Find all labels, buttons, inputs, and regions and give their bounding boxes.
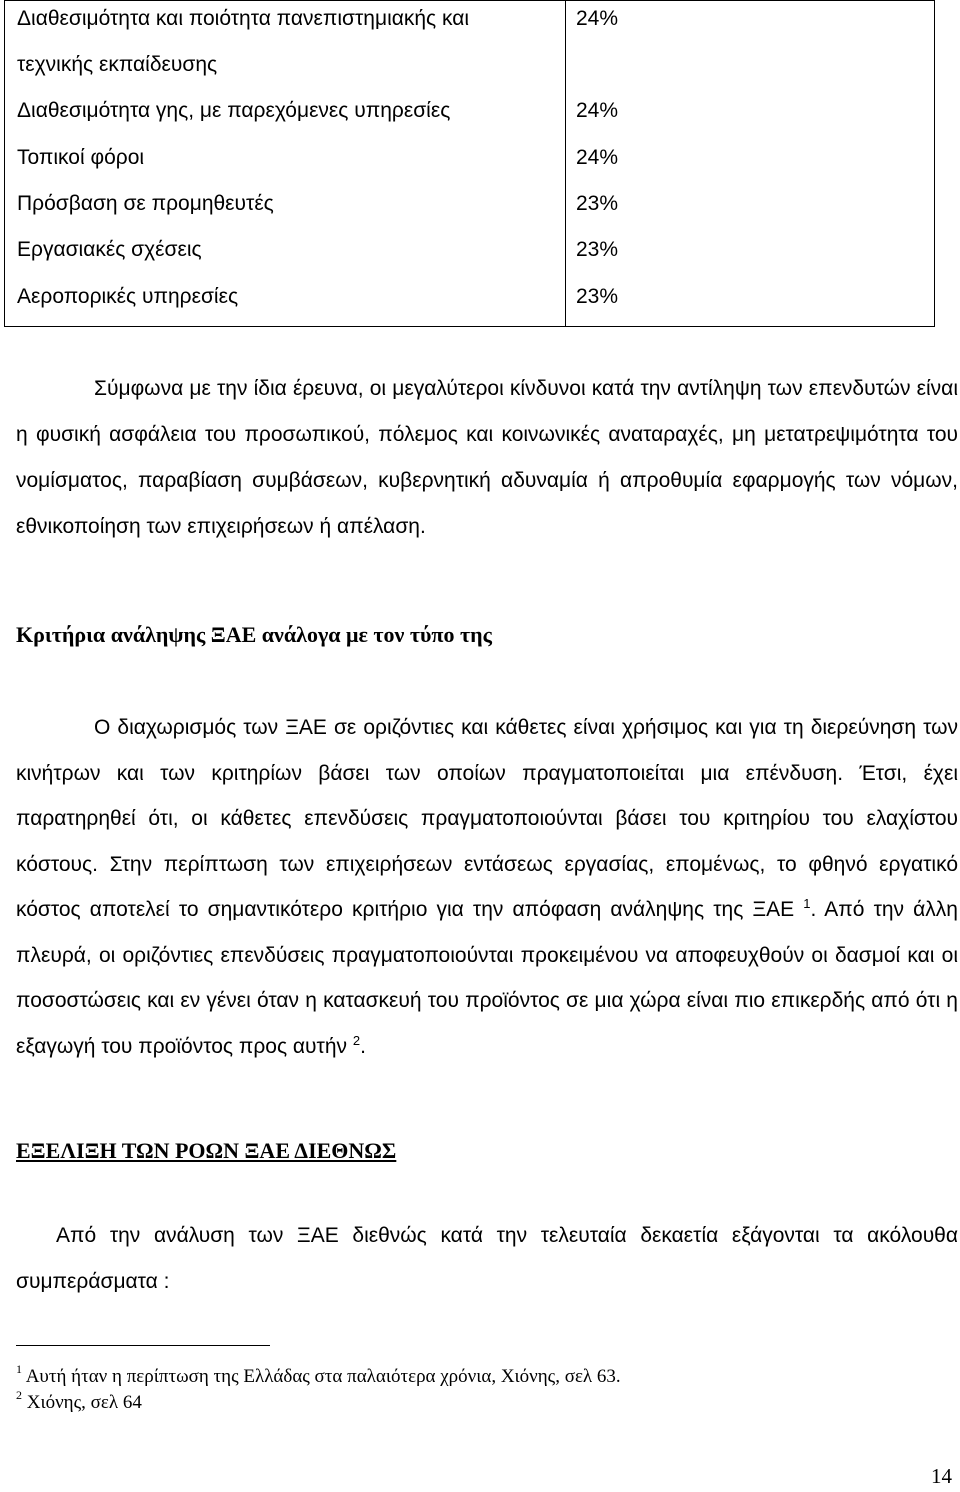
criteria-label: Πρόσβαση σε προμηθευτές xyxy=(17,192,274,215)
criteria-value: 24% xyxy=(576,146,619,169)
criteria-label: τεχνικής εκπαίδευσης xyxy=(17,53,218,76)
criteria-value: 23% xyxy=(576,238,619,261)
paragraph-text: . Από την άλλη πλευρά, οι οριζόντιες επενδύσεις πραγματοποιούνται προκειμένου να αποφευχθούν οι δασμοί και οι ποσοστώσεις και εν γένει όταν η κατασκευή του προϊόντος σε μια χώρα είναι πιο επικερδής από ότι η εξαγωγή του προϊόντος προς αυτήν xyxy=(16,898,958,1058)
criteria-values-cell xyxy=(566,1,935,327)
footnote-1 xyxy=(16,1362,621,1388)
criteria-label: Διαθεσιμότητα και ποιότητα πανεπιστημιακής και xyxy=(17,7,470,30)
criteria-value: 23% xyxy=(576,192,619,215)
footnote-ref: 2 xyxy=(352,1032,361,1048)
page-number: 14 xyxy=(931,1464,952,1488)
criteria-label: Διαθεσιμότητα γης, με παρεχόμενες υπηρεσίες xyxy=(17,99,451,122)
paragraph-criteria xyxy=(16,705,958,1069)
footnote-number: 1 xyxy=(16,1362,22,1376)
section-heading-criteria: Κριτήρια ανάληψης ΞΑΕ ανάλογα με τον τύπο της xyxy=(16,622,492,647)
paragraph-conclusions: Από την ανάλυση των ΞΑΕ διεθνώς κατά την τελευταία δεκαετία εξάγονται τα ακόλουθα συμπεράσματα : xyxy=(16,1224,958,1293)
criteria-labels-cell xyxy=(5,1,566,327)
criteria-label: Αεροπορικές υπηρεσίες xyxy=(17,285,239,308)
criteria-table xyxy=(4,0,935,327)
criteria-label: Τοπικοί φόροι xyxy=(17,146,145,169)
criteria-value: 23% xyxy=(576,285,619,308)
criteria-label: Εργασιακές σχέσεις xyxy=(17,238,202,261)
paragraph-text: Ο διαχωρισμός των ΞΑΕ σε οριζόντιες και κάθετες είναι χρήσιμος και για τη διερεύνηση των κινήτρων και των κριτηρίων βάσει των οποίων πραγματοποιείται μια επένδυση. Έτσι, έχει παρατηρηθεί ότι, οι κάθετες επενδύσεις πραγματοποιούνται βάσει του κριτηρίου του ελαχίστου κόστους. Στην περίπτωση των επιχειρήσεων εντάσεως εργασίας, επομένως, το φθηνό εργατικό κόστος αποτελεί το σημαντικότερο κριτήριο για την απόφαση ανάληψης της ΞΑΕ xyxy=(16,716,958,921)
footnote-divider xyxy=(16,1345,270,1346)
paragraph-text: . xyxy=(360,1034,366,1058)
footnote-number: 2 xyxy=(16,1388,22,1402)
footnote-2 xyxy=(16,1388,142,1414)
paragraph-risks: Σύμφωνα με την ίδια έρευνα, οι μεγαλύτεροι κίνδυνοι κατά την αντίληψη των επενδυτών είναι η φυσική ασφάλεια του προσωπικού, πόλεμος και κοινωνικές αναταραχές, μη μετατρεψιμότητα του νομίσματος, παραβίαση συμβάσεων, κυβερνητική αδυναμία ή απροθυμία εφαρμογής των νόμων, εθνικοποίηση των επιχειρήσεων ή απέλαση. xyxy=(16,377,958,538)
section-heading-fdi-trends: ΕΞΕΛΙΞΗ ΤΩΝ ΡΟΩΝ ΞΑΕ ΔΙΕΘΝΩΣ xyxy=(16,1138,397,1163)
footnote-text: Χιόνης, σελ 64 xyxy=(26,1392,142,1413)
footnote-ref: 1 xyxy=(803,896,811,911)
criteria-value: 24% xyxy=(576,7,619,30)
footnote-text: Αυτή ήταν η περίπτωση της Ελλάδας στα παλαιότερα χρόνια, Χιόνης, σελ 63. xyxy=(25,1366,621,1387)
criteria-value: 24% xyxy=(576,99,619,122)
